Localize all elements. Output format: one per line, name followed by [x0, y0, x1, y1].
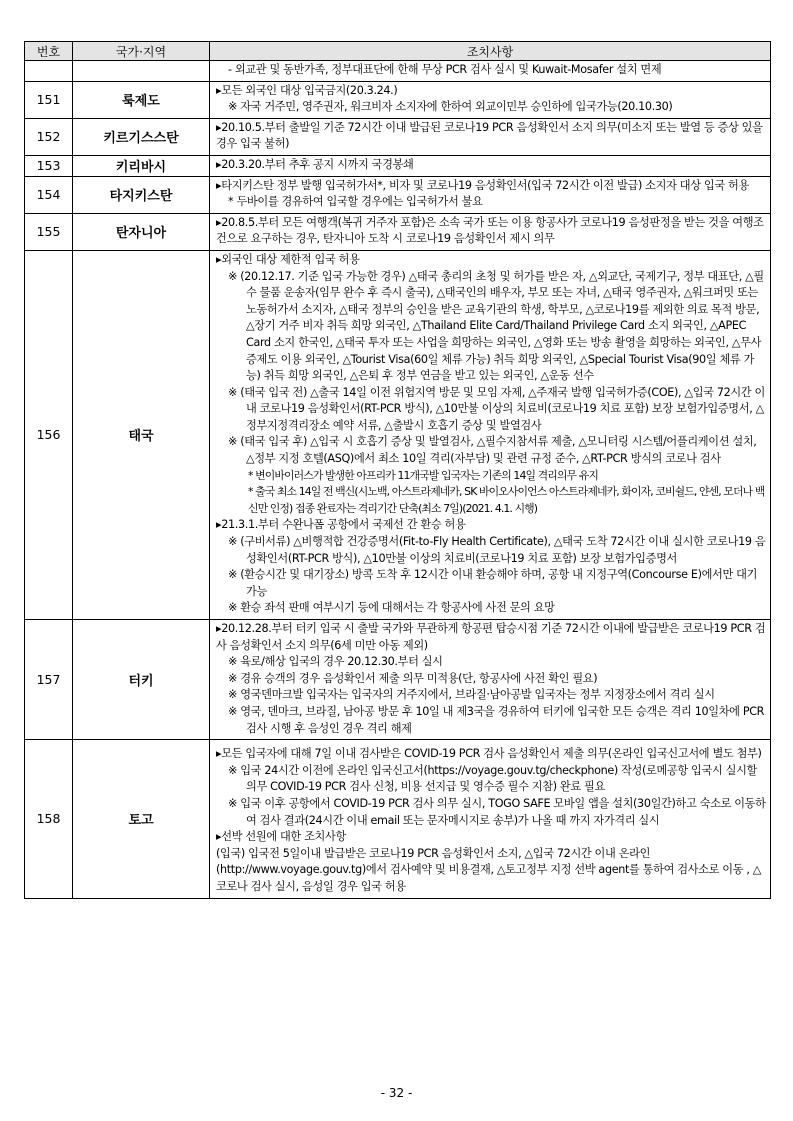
row-number: 153	[25, 155, 73, 176]
table-row	[25, 213, 771, 250]
country-name: 탄자니아	[73, 213, 210, 250]
country-name: 토고	[73, 740, 210, 898]
header-no: 번호	[25, 42, 73, 61]
measure-line: ※ (태국 입국 후) △입국 시 호흡기 증상 및 발열검사, △필수지참서류 제출, △모니터링 시스템/어플리케이션 설치, △정부 지정 호텔(ASQ)에서 최소 10일 격리(자부담) 및 관련 규정 준수, △RT-PCR 방식의 코로나 검사	[228, 435, 757, 466]
table-header-row	[25, 42, 771, 61]
table-row	[25, 250, 771, 619]
row-number: 151	[25, 81, 73, 118]
measure-line: ※ 영국, 덴마크, 브라질, 남아공 방문 후 10일 내 제3국을 경유하여 터키에 입국한 모든 승객은 격리 10일차에 PCR 검사 시행 후 음성인 경우 격리 해제	[228, 704, 765, 735]
measure-line: ▸타지키스탄 정부 발행 입국허가서*, 비자 및 코로나19 음성확인서(입국 72시간 이전 발급) 소지자 대상 입국 허용	[216, 178, 749, 192]
measure-line: * 두바이를 경유하여 입국할 경우에는 입국허가서 불요	[228, 195, 483, 209]
table-row	[25, 81, 771, 118]
page-number: - 32 -	[380, 1086, 413, 1100]
measures-table	[24, 41, 771, 899]
measure-line: ▸20.3.20.부터 추후 공지 시까지 국경봉쇄	[216, 157, 414, 171]
measure-cell	[210, 118, 771, 155]
row-number: 157	[25, 620, 73, 740]
country-name: 룩제도	[73, 81, 210, 118]
measure-line: ※ 입국 24시간 이전에 온라인 입국신고서(https://voyage.gouv.tg/checkphone) 작성(로메공항 입국시 실시할 의무 COVID-19 PCR 검사 신청, 비용 선지급 및 영수증 필수 지참) 완료 필요	[228, 763, 757, 794]
measure-line: ※ 입국 이후 공항에서 COVID-19 PCR 검사 의무 실시, TOGO SAFE 모바일 앱을 설치(30일간)하고 숙소로 이동하여 검사 결과(24시간 이내 email 또는 문자메시지로 송부)가 나올 때 까지 자가격리 실시	[228, 796, 766, 827]
row-number: 152	[25, 118, 73, 155]
table-row	[25, 620, 771, 740]
measure-line: ※ 경유 승객의 경우 음성확인서 제출 의무 미적용(단, 항공사에 사전 확인 필요)	[228, 671, 598, 685]
measure-line: * 출국 최소 14일 전 백신(시노백, 아스트라제네카, SK 바이오사이언스 아스트라제네카, 화이자, 코비쉴드, 얀센, 모더나 백신만 인정) 접종 완료자는 격리기간 단축(최소 7일)(2021. 4.1. 시행)	[248, 485, 765, 515]
table-row	[25, 118, 771, 155]
cell-empty-no	[25, 61, 73, 82]
cell-empty-country	[73, 61, 210, 82]
measure-line: ※ (태국 입국 전) △출국 14일 이전 위험지역 방문 및 모임 자제, △주재국 발행 입국허가증(COE), △입국 72시간 이내 코로나19 음성확인서(RT-PCR 방식), △10만불 이상의 치료비(코로나19 치료 포함) 보장 보험가입증명서, △정부지정격리장소 예약 서류, △출발시 호흡기 증상 및 발열검사	[228, 385, 765, 432]
header-country: 국가·지역	[73, 42, 210, 61]
measure-line: ▸모든 입국자에 대해 7일 이내 검사받은 COVID-19 PCR 검사 음성확인서 제출 의무(온라인 입국신고서에 별도 첨부)	[216, 747, 762, 761]
table-row	[25, 740, 771, 898]
table-row	[25, 176, 771, 213]
measure-line: ※ 영국덴마크발 입국자는 입국자의 거주지에서, 브라질·남아공발 입국자는 정부 지정장소에서 격리 실시	[228, 688, 715, 702]
country-name: 터키	[73, 620, 210, 740]
measure-line: ※ 육로/해상 입국의 경우 20.12.30.부터 실시	[228, 655, 443, 669]
measure-cell	[210, 176, 771, 213]
measure-line: ▸20.12.28.부터 터키 입국 시 출발 국가와 무관하게 항공편 탑승시점 기준 72시간 이내에 발급받은 코로나19 PCR 검사 음성확인서 소지 의무(6세 미만 아동 제외)	[216, 622, 766, 652]
measure-line: ※ (환승시간 및 대기장소) 방콕 도착 후 12시간 이내 환승해야 하며, 공항 내 지정구역(Concourse E)에서만 대기 가능	[228, 568, 758, 598]
measure-line: (입국) 입국전 5일이내 발급받은 코로나19 PCR 음성확인서 소지, △입국 72시간 이내 온라인(http://www.voyage.gouv.tg)에서 검사예약 및 비용결재, △토고정부 지정 선박 agent를 통하여 검사소로 이동 , △코로나 검사 실시, 음성일 경우 입국 허용	[216, 846, 762, 893]
continuation-line: - 외교관 및 동반가족, 정부대표단에 한해 무상 PCR 검사 실시 및 Kuwait-Mosafer 설치 면제	[228, 63, 662, 76]
country-name: 태국	[73, 250, 210, 619]
row-number: 156	[25, 250, 73, 619]
cell-continuation	[210, 61, 771, 82]
measure-line: ▸20.8.5.부터 모든 여행객(복귀 거주자 포함)은 소속 국가 또는 이용 항공사가 코로나19 음성판정을 받는 것을 여행조건으로 요구하는 경우, 탄자니아 도착 시 코로나19 음성확인서 제시 의무	[216, 215, 764, 246]
measure-cell	[210, 213, 771, 250]
measure-line: ▸외국인 대상 제한적 입국 허용	[216, 252, 360, 266]
measure-line: * 변이바이러스가 발생한 아프리카 11개국발 입국자는 기존의 14일 격리의무 유지	[248, 468, 598, 482]
row-number: 155	[25, 213, 73, 250]
measure-line: ▸선박 선원에 대한 조치사항	[216, 830, 346, 844]
country-name: 키리바시	[73, 155, 210, 176]
country-name: 타지키스탄	[73, 176, 210, 213]
measure-line: ※ (20.12.17. 기준 입국 가능한 경우) △태국 총리의 초청 및 허가를 받은 자, △외교단, 국제기구, 정부 대표단, △필수 물품 운송자(임무 완수 후 즉시 출국), △태국인의 배우자, 부모 또는 자녀, △태국 영주권자, △워크퍼밋 또는 노동허가서 소지자, △태국 정부의 승인을 받은 교육기관의 학생, 학부모, △코로나19를 제외한 의료 목적 방문, △장기 거주 비자 취득 희망 외국인, △Thailand Elite Card/Thailand Privilege Card 소지 외국인, △APEC Card 소지 한국인, △태국 투자 또는 사업을 희망하는 외국인, △영화 또는 방송 촬영을 희망하는 외국인, △무사증제도 이용 외국인, △Tourist Visa(60일 체류 가능) 취득 희망 외국인, △Special Tourist Visa(90일 체류 가능) 취득 희망 외국인, △은퇴 후 정부 연금을 받고 있는 외국인, △운동 선수	[228, 269, 764, 383]
row-number: 158	[25, 740, 73, 898]
measure-cell	[210, 740, 771, 898]
table-row	[25, 61, 771, 82]
measure-line: ※ 자국 거주민, 영주권자, 워크비자 소지자에 한하여 외교이민부 승인하에 입국가능(20.10.30)	[228, 100, 673, 114]
measure-line: ※ 환승 좌석 판매 여부시기 등에 대해서는 각 항공사에 사전 문의 요망	[228, 601, 555, 615]
country-name: 키르기스스탄	[73, 118, 210, 155]
header-measure: 조치사항	[210, 42, 771, 61]
measure-cell	[210, 620, 771, 740]
measure-cell	[210, 81, 771, 118]
row-number: 154	[25, 176, 73, 213]
measure-line: ※ (구비서류) △비행적합 건강증명서(Fit-to-Fly Health Certificate), △태국 도착 72시간 이내 실시한 코로나19 음성확인서(RT-PCR 방식), △10만불 이상의 치료비(코로나19 치료 포함) 보장 보험가입증명서	[228, 535, 766, 565]
measure-cell	[210, 250, 771, 619]
measure-line: ▸20.10.5.부터 출발일 기준 72시간 이내 발급된 코로나19 PCR 음성확인서 소지 의무(미소지 또는 발열 등 증상 있을 경우 입국 불허)	[216, 120, 763, 151]
measure-line: ▸모든 외국인 대상 입국금지(20.3.24.)	[216, 83, 398, 97]
table-row	[25, 155, 771, 176]
measure-cell	[210, 155, 771, 176]
measure-line: ▸21.3.1.부터 수완나폼 공항에서 국제선 간 환승 허용	[216, 518, 466, 532]
